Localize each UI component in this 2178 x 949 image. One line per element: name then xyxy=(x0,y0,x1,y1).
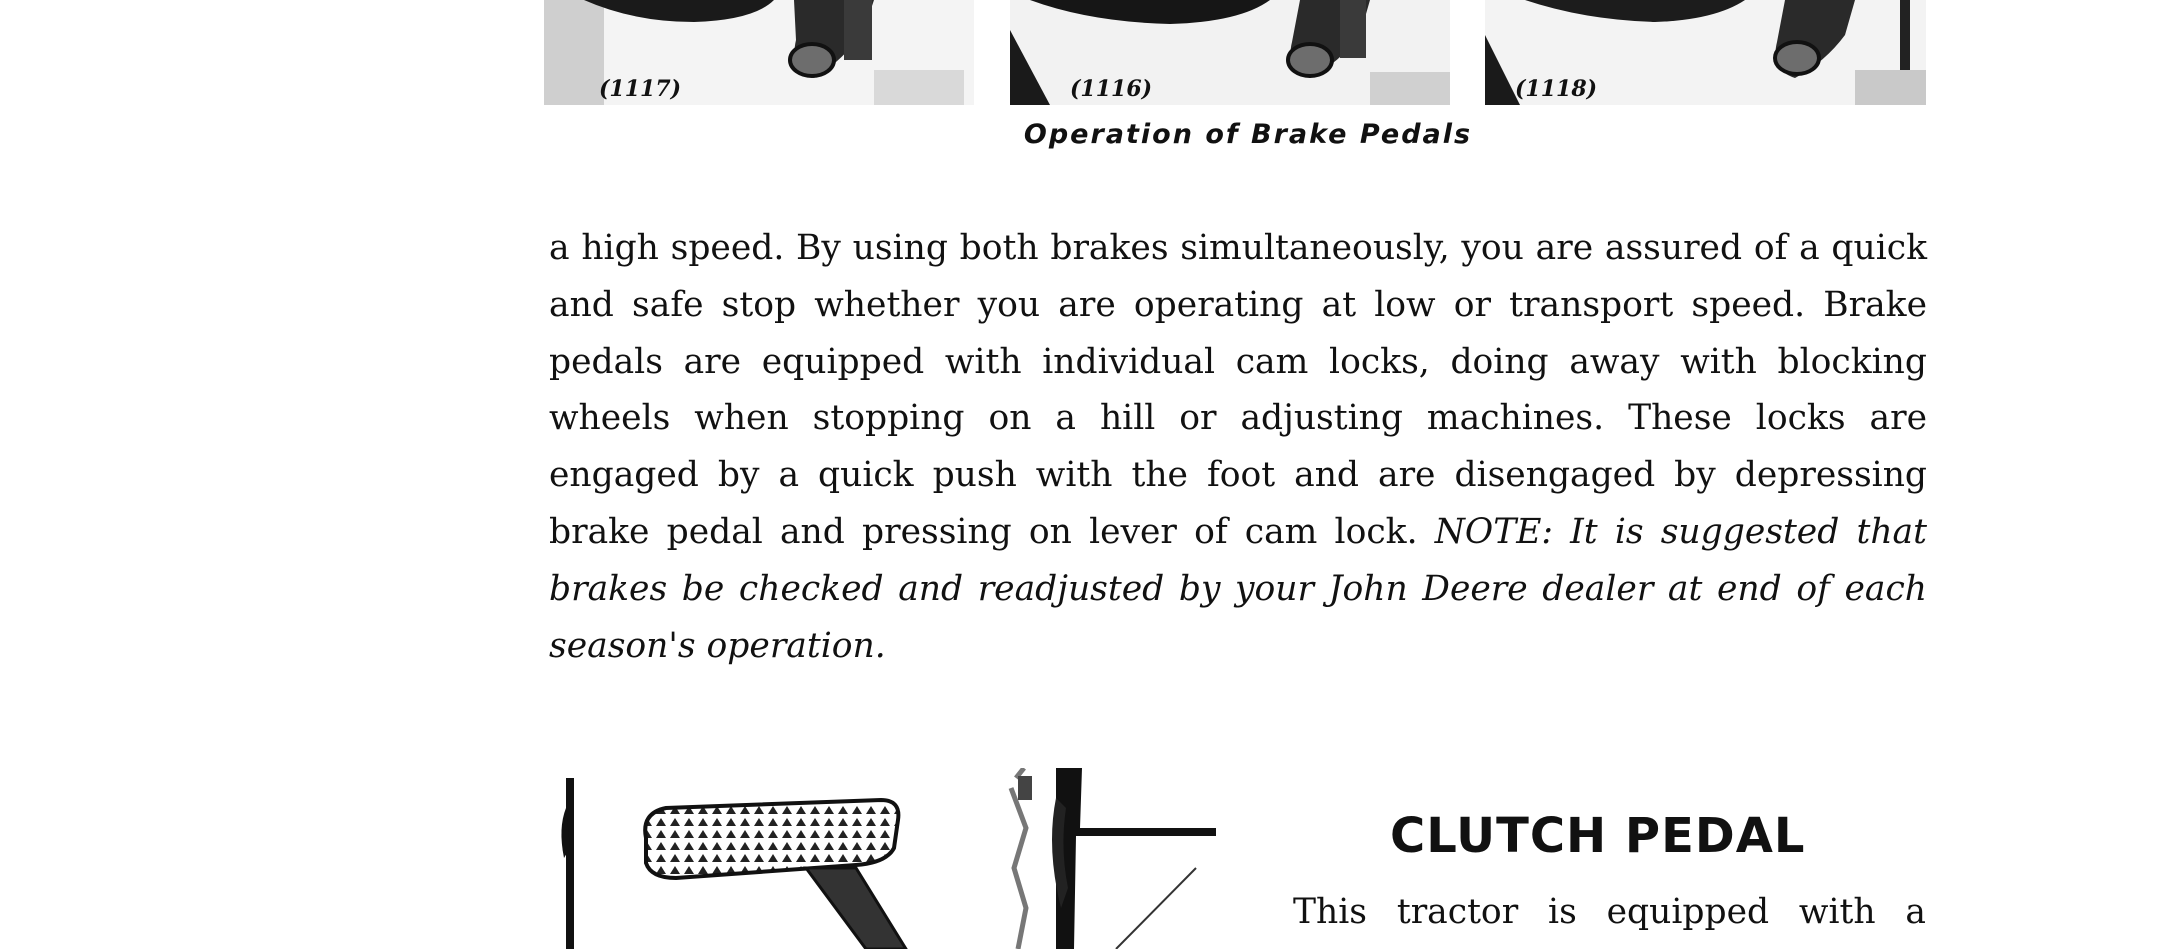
brake-photo-1117 xyxy=(544,0,974,105)
brake-pedal-photo-strip xyxy=(544,0,1926,105)
clutch-pedal-drawing xyxy=(556,768,1216,949)
brake-paragraph xyxy=(549,220,1927,674)
photo-id-label: (1118) xyxy=(1515,76,1598,102)
photo-id-label: (1117) xyxy=(599,76,682,102)
dealer-note: NOTE: It is suggested that brakes be checked and readjusted by your John Deere dealer at end of each season's operation. xyxy=(549,511,1927,666)
clutch-pedal-text: This tractor is equipped with a xyxy=(1293,892,1926,932)
brake-photo-1116 xyxy=(1010,0,1450,105)
clutch-pedal-illustration xyxy=(556,768,1216,949)
brake-photo-1118 xyxy=(1485,0,1926,105)
clutch-pedal-heading: CLUTCH PEDAL xyxy=(1390,808,1806,864)
photo-id-label: (1116) xyxy=(1070,76,1153,102)
brake-paragraph-text: a high speed. By using both brakes simultaneously, you are assured of a quick and safe stop whether you are operating at low or transport speed. Brake pedals are equipped with individual cam locks, doing away with blocking wheels when stopping on a hill or adjusting machines. These locks are engaged by a quick push with the foot and are disengaged by depressing brake pedal and pressing on lever of cam lock. xyxy=(549,228,1927,552)
figure-caption: Operation of Brake Pedals xyxy=(1023,119,1473,150)
